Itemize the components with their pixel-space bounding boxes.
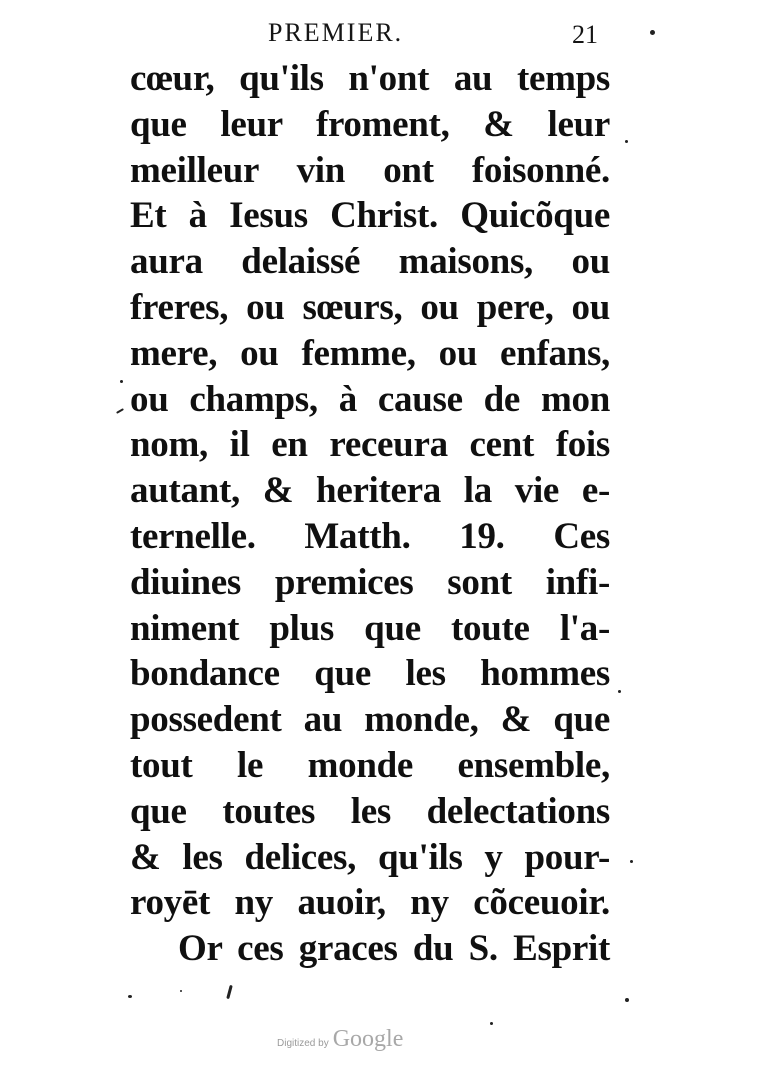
scan-speck bbox=[180, 990, 182, 992]
text-line: ternelle. Matth. 19. Ces bbox=[130, 515, 610, 557]
text-line: aura delaissé maisons, ou bbox=[130, 241, 610, 283]
digitized-label: Digitized by bbox=[277, 1038, 329, 1049]
text-line: Or ces graces du S. Esprit bbox=[178, 928, 610, 970]
google-logo-text: Google bbox=[332, 1026, 404, 1052]
text-line: mere, ou femme, ou enfans, bbox=[130, 332, 610, 374]
text-line: que leur froment, & leur bbox=[130, 103, 610, 145]
text-line: cœur, qu'ils n'ont au temps bbox=[130, 58, 610, 99]
scan-speck bbox=[120, 380, 123, 383]
text-line: que toutes les delectations bbox=[130, 790, 610, 832]
text-line: diuines premices sont infi- bbox=[130, 561, 610, 603]
text-line: nom, il en receura cent fois bbox=[130, 424, 610, 466]
text-line: autant, & heritera la vie e- bbox=[130, 470, 610, 512]
scan-speck bbox=[650, 30, 655, 35]
text-line: freres, ou sœurs, ou pere, ou bbox=[130, 286, 610, 328]
scan-speck bbox=[625, 140, 628, 143]
scan-speck bbox=[116, 408, 124, 414]
body-text bbox=[130, 56, 610, 972]
scan-speck bbox=[630, 860, 633, 863]
text-line: royēt ny auoir, ny cõceuoir. bbox=[130, 882, 610, 924]
scan-speck bbox=[618, 690, 621, 693]
scan-speck bbox=[128, 995, 132, 998]
text-line: & les delices, qu'ils y pour- bbox=[130, 836, 610, 878]
text-line: meilleur vin ont foisonné. bbox=[130, 149, 610, 191]
digitization-watermark bbox=[277, 1026, 403, 1053]
text-line: tout le monde ensemble, bbox=[130, 744, 610, 786]
text-line: Et à Iesus Christ. Quicõque bbox=[130, 195, 610, 237]
scan-speck bbox=[625, 998, 629, 1002]
scan-speck bbox=[490, 1022, 493, 1025]
text-line: niment plus que toute l'a- bbox=[130, 607, 610, 649]
page-number: 21 bbox=[572, 20, 598, 49]
scan-speck bbox=[226, 985, 233, 999]
running-head-title: PREMIER. bbox=[268, 18, 404, 47]
text-line: bondance que les hommes bbox=[130, 653, 610, 695]
text-line: possedent au monde, & que bbox=[130, 699, 610, 741]
text-line: ou champs, à cause de mon bbox=[130, 378, 610, 420]
